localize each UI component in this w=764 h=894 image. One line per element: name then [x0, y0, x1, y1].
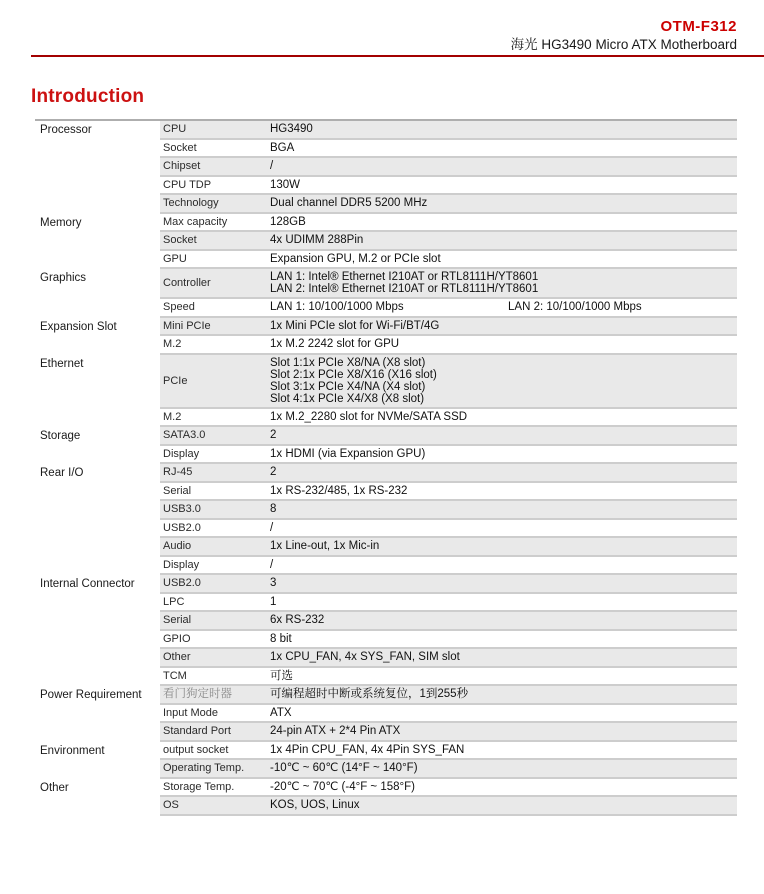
spec-row — [35, 668, 737, 687]
category-label — [35, 299, 160, 318]
category-label: Processor — [35, 121, 160, 140]
spec-value — [270, 355, 737, 407]
spec-row-body — [160, 686, 737, 705]
spec-row-body — [160, 612, 737, 631]
spec-row-body — [160, 336, 737, 355]
category-label: Memory — [35, 214, 160, 233]
spec-row — [35, 269, 737, 299]
spec-value: 4x UDIMM 288Pin — [270, 234, 364, 246]
category-label: Storage — [35, 427, 160, 446]
category-label — [35, 594, 160, 613]
spec-row-body — [160, 232, 737, 251]
spec-row — [35, 355, 737, 409]
category-label — [35, 483, 160, 502]
spec-row-body — [160, 318, 737, 337]
category-label — [35, 797, 160, 816]
spec-value: 24-pin ATX + 2*4 Pin ATX — [270, 725, 401, 737]
spec-key: Audio — [163, 540, 192, 553]
spec-value: 2 — [270, 466, 277, 478]
category-label — [35, 336, 160, 355]
spec-row-body — [160, 427, 737, 446]
spec-row — [35, 594, 737, 613]
spec-key: GPU — [163, 252, 187, 265]
spec-row — [35, 177, 737, 196]
category-label — [35, 446, 160, 465]
spec-key: M.2 — [163, 410, 182, 423]
spec-key: Serial — [163, 614, 192, 627]
spec-value-line: Slot 4:1x PCIe X4/X8 (X8 slot) — [270, 392, 425, 405]
category-label — [35, 723, 160, 742]
spec-key: Serial — [163, 484, 192, 497]
spec-value — [270, 299, 737, 316]
spec-key: Socket — [163, 234, 197, 247]
spec-value: 1x M.2 2242 slot for GPU — [270, 338, 400, 350]
spec-value-line: LAN 1: Intel® Ethernet I210AT or RTL8111H/YT8601 — [270, 271, 539, 283]
section-title: Introduction — [31, 86, 145, 107]
spec-value: 1x CPU_FAN, 4x SYS_FAN, SIM slot — [270, 651, 460, 663]
spec-value: 1x Line-out, 1x Mic-in — [270, 540, 380, 552]
spec-value-line: Slot 3:1x PCIe X4/NA (X4 slot) — [270, 380, 426, 393]
category-label: Expansion Slot — [35, 318, 160, 337]
category-label — [35, 501, 160, 520]
spec-value: 8 — [270, 503, 277, 515]
category-label: Ethernet — [35, 355, 160, 409]
spec-value: 3 — [270, 577, 277, 589]
spec-row-body — [160, 464, 737, 483]
spec-row — [35, 779, 737, 798]
spec-row — [35, 631, 737, 650]
spec-value: 1x M.2_2280 slot for NVMe/SATA SSD — [270, 410, 468, 423]
spec-row — [35, 121, 737, 140]
category-label — [35, 232, 160, 251]
spec-key: TCM — [163, 669, 187, 682]
spec-value: / — [270, 521, 274, 534]
category-label — [35, 538, 160, 557]
spec-key: M.2 — [163, 338, 182, 351]
spec-value: 6x RS-232 — [270, 614, 325, 626]
spec-key: 看门狗定时器 — [163, 688, 232, 701]
spec-key: Chipset — [163, 160, 201, 173]
spec-row — [35, 501, 737, 520]
spec-row-body — [160, 557, 737, 576]
spec-row — [35, 464, 737, 483]
spec-value: 2 — [270, 429, 277, 441]
spec-value-line: LAN 2: Intel® Ethernet I210AT or RTL8111H/YT8601 — [270, 283, 539, 295]
spec-key: OS — [163, 799, 179, 812]
category-label: Internal Connector — [35, 575, 160, 594]
spec-row-body — [160, 501, 737, 520]
category-label — [35, 612, 160, 631]
spec-key: LPC — [163, 595, 185, 608]
spec-value: HG3490 — [270, 123, 313, 135]
document-header — [0, 0, 764, 53]
spec-row — [35, 760, 737, 779]
spec-key: Max capacity — [163, 215, 228, 228]
spec-key: Display — [163, 558, 200, 571]
spec-key: PCIe — [163, 374, 188, 387]
spec-row — [35, 140, 737, 159]
spec-row — [35, 538, 737, 557]
category-label: Other — [35, 779, 160, 798]
spec-row — [35, 723, 737, 742]
spec-row-body — [160, 742, 737, 761]
category-label: Power Requirement — [35, 686, 160, 705]
spec-value-line: Slot 1:1x PCIe X8/NA (X8 slot) — [270, 356, 426, 369]
spec-value: BGA — [270, 141, 295, 154]
spec-table — [35, 119, 737, 816]
spec-row-body — [160, 760, 737, 779]
spec-value-col: LAN 1: 10/100/1000 Mbps — [270, 301, 404, 313]
spec-row-body — [160, 594, 737, 613]
spec-value: 可选 — [270, 669, 293, 682]
spec-row-body — [160, 483, 737, 502]
spec-value: Expansion GPU, M.2 or PCIe slot — [270, 252, 441, 265]
spec-row-body — [160, 355, 737, 409]
document-title: 海光 HG3490 Micro ATX Motherboard — [510, 37, 737, 52]
spec-row-body — [160, 538, 737, 557]
spec-value: 8 bit — [270, 632, 292, 645]
spec-value: ATX — [270, 706, 292, 719]
category-label — [35, 557, 160, 576]
spec-value: 可编程超时中断或系统复位，1到255秒 — [270, 688, 469, 700]
spec-row — [35, 575, 737, 594]
spec-value-line: Slot 2:1x PCIe X8/X16 (X16 slot) — [270, 368, 437, 381]
category-label — [35, 668, 160, 687]
spec-row — [35, 214, 737, 233]
spec-value: 128GB — [270, 215, 306, 228]
category-label — [35, 177, 160, 196]
spec-key: Display — [163, 447, 200, 460]
spec-row-body — [160, 631, 737, 650]
spec-value: 1x HDMI (via Expansion GPU) — [270, 447, 426, 460]
spec-row — [35, 705, 737, 724]
header-rule — [31, 55, 764, 57]
category-label — [35, 158, 160, 177]
spec-row-body — [160, 177, 737, 196]
spec-row — [35, 742, 737, 761]
spec-value: -10℃ ~ 60℃ (14°F ~ 140°F) — [270, 762, 418, 774]
spec-row — [35, 195, 737, 214]
spec-value — [270, 269, 737, 297]
spec-value: KOS, UOS, Linux — [270, 799, 360, 811]
spec-key: Controller — [163, 277, 211, 289]
spec-row — [35, 483, 737, 502]
spec-key: Other — [163, 651, 191, 664]
spec-row-body — [160, 797, 737, 816]
spec-value: -20℃ ~ 70℃ (-4°F ~ 158°F) — [270, 780, 415, 793]
spec-key: Storage Temp. — [163, 780, 235, 793]
spec-row-body — [160, 214, 737, 233]
spec-key: Input Mode — [163, 706, 219, 719]
spec-key: CPU — [163, 123, 187, 136]
spec-row-body — [160, 251, 737, 270]
spec-row — [35, 299, 737, 318]
spec-row — [35, 251, 737, 270]
spec-row-body — [160, 723, 737, 742]
model-number: OTM-F312 — [660, 18, 737, 35]
category-label — [35, 409, 160, 428]
spec-key: Socket — [163, 141, 197, 154]
spec-row-body — [160, 779, 737, 798]
spec-key: Standard Port — [163, 725, 231, 738]
spec-row-body — [160, 121, 737, 140]
spec-row — [35, 686, 737, 705]
spec-row-body — [160, 668, 737, 687]
spec-key: output socket — [163, 743, 229, 756]
spec-key: SATA3.0 — [163, 429, 206, 442]
spec-row-body — [160, 705, 737, 724]
spec-row — [35, 446, 737, 465]
spec-value: 1 — [270, 595, 277, 608]
spec-row-body — [160, 195, 737, 214]
spec-row — [35, 427, 737, 446]
spec-key: Speed — [163, 301, 195, 314]
spec-row-body — [160, 158, 737, 177]
category-label: Graphics — [35, 269, 160, 299]
spec-key: GPIO — [163, 632, 191, 645]
spec-key: Technology — [163, 197, 219, 210]
spec-row-body — [160, 269, 737, 299]
category-label — [35, 140, 160, 159]
spec-row-body — [160, 140, 737, 159]
spec-row — [35, 318, 737, 337]
spec-value: / — [270, 160, 274, 172]
spec-row-body — [160, 520, 737, 539]
spec-key: CPU TDP — [163, 178, 212, 191]
category-label — [35, 631, 160, 650]
category-label — [35, 251, 160, 270]
category-label — [35, 195, 160, 214]
category-label — [35, 760, 160, 779]
spec-row — [35, 557, 737, 576]
spec-value: / — [270, 558, 274, 571]
spec-key: RJ-45 — [163, 466, 193, 479]
spec-value: 1x Mini PCIe slot for Wi-Fi/BT/4G — [270, 319, 440, 332]
category-label — [35, 705, 160, 724]
spec-row — [35, 409, 737, 428]
spec-key: Operating Temp. — [163, 762, 245, 775]
spec-value: Dual channel DDR5 5200 MHz — [270, 197, 428, 209]
spec-row-body — [160, 446, 737, 465]
spec-row — [35, 612, 737, 631]
spec-row-body — [160, 299, 737, 318]
spec-key: USB2.0 — [163, 577, 201, 590]
spec-key: USB3.0 — [163, 503, 201, 516]
category-label — [35, 649, 160, 668]
spec-row — [35, 797, 737, 816]
spec-row — [35, 336, 737, 355]
category-label — [35, 520, 160, 539]
spec-row-body — [160, 575, 737, 594]
spec-row-body — [160, 409, 737, 428]
spec-row-body — [160, 649, 737, 668]
spec-value: 1x RS-232/485, 1x RS-232 — [270, 484, 408, 497]
category-label: Rear I/O — [35, 464, 160, 483]
category-label: Environment — [35, 742, 160, 761]
spec-value: 130W — [270, 178, 301, 191]
spec-row — [35, 649, 737, 668]
spec-value-col: LAN 2: 10/100/1000 Mbps — [508, 301, 642, 313]
spec-row — [35, 232, 737, 251]
spec-row — [35, 158, 737, 177]
spec-key: Mini PCIe — [163, 319, 211, 332]
spec-row — [35, 520, 737, 539]
spec-value: 1x 4Pin CPU_FAN, 4x 4Pin SYS_FAN — [270, 743, 465, 756]
spec-key: USB2.0 — [163, 521, 201, 534]
